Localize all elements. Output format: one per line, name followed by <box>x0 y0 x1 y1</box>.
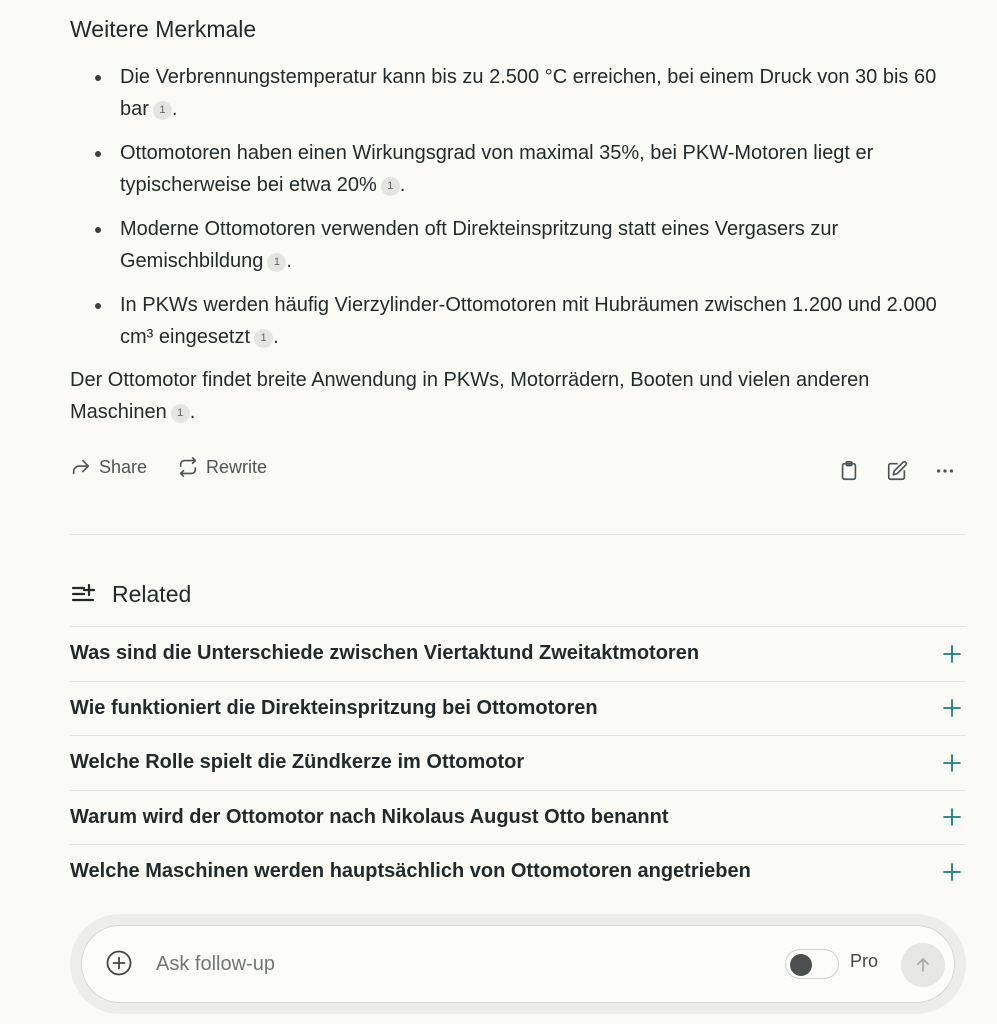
related-item[interactable] <box>70 626 966 681</box>
plus-icon <box>942 644 962 664</box>
composer-container <box>70 914 966 1014</box>
more-button[interactable] <box>932 458 958 484</box>
share-button[interactable] <box>70 456 147 478</box>
pro-toggle[interactable] <box>785 949 839 979</box>
attach-plus-icon[interactable] <box>105 949 133 977</box>
follow-up-input[interactable] <box>156 946 756 982</box>
feature-list <box>70 61 966 365</box>
edit-icon <box>886 460 908 482</box>
related-item[interactable] <box>70 844 966 899</box>
citation-badge[interactable]: 1 <box>254 329 273 348</box>
paragraph-text: Der Ottomotor findet breite Anwendung in PKWs, Motorrädern, Booten und vielen anderen Maschinen <box>70 369 870 423</box>
list-item-end: . <box>171 98 178 120</box>
list-item-end: . <box>273 326 279 348</box>
copy-button[interactable] <box>836 458 862 484</box>
citation-badge[interactable]: 1 <box>153 101 172 120</box>
related-header <box>70 580 191 608</box>
list-item-text: Die Verbrennungstemperatur kann bis zu 2.500 °C erreichen, bei einem Druck von 30 bis 60 bar <box>120 66 937 120</box>
answer-actions <box>70 456 966 486</box>
paragraph-end: . <box>189 401 196 423</box>
plus-icon <box>942 753 962 773</box>
related-question: Wie funktioniert die Direkteinspritzung bei Ottomotoren <box>70 696 598 719</box>
section-heading: Weitere Merkmale <box>70 16 257 42</box>
list-item-text: Moderne Ottomotoren verwenden oft Direkteinspritzung statt eines Vergasers zur Gemischbildung <box>120 218 839 272</box>
arrow-up-icon <box>913 955 933 975</box>
list-item <box>70 137 966 201</box>
citation-badge[interactable]: 1 <box>267 253 286 272</box>
related-item[interactable] <box>70 790 966 845</box>
related-list <box>70 626 966 899</box>
related-item[interactable] <box>70 735 966 790</box>
plus-icon <box>942 862 962 882</box>
related-title: Related <box>112 580 192 607</box>
related-question: Warum wird der Ottomotor nach Nikolaus August Otto benannt <box>70 805 669 828</box>
citation-badge[interactable]: 1 <box>381 177 400 196</box>
list-item <box>70 61 966 125</box>
answer-paragraph <box>70 364 970 428</box>
list-item <box>70 289 966 353</box>
related-question: Welche Maschinen werden hauptsächlich von Ottomotoren angetrieben <box>70 860 751 883</box>
list-item-end: . <box>399 174 406 196</box>
related-question: Welche Rolle spielt die Zündkerze im Ottomotor <box>70 751 525 774</box>
edit-button[interactable] <box>884 458 910 484</box>
more-icon <box>934 460 956 482</box>
rewrite-button[interactable] <box>177 456 267 478</box>
list-item <box>70 213 966 277</box>
composer <box>81 925 955 1003</box>
list-item-end: . <box>286 250 292 272</box>
citation-badge[interactable]: 1 <box>171 404 190 423</box>
list-item-text: In PKWs werden häufig Vierzylinder-Ottomotoren mit Hubräumen zwischen 1.200 und 2.000 cm³ eingesetzt <box>120 294 937 348</box>
divider <box>70 534 966 535</box>
related-icon <box>70 580 98 608</box>
related-item[interactable] <box>70 681 966 736</box>
share-label: Share <box>99 456 148 477</box>
share-icon <box>70 456 92 478</box>
pro-label: Pro <box>850 951 879 971</box>
plus-icon <box>942 698 962 718</box>
send-button[interactable] <box>901 943 945 987</box>
clipboard-icon <box>838 460 860 482</box>
rewrite-icon <box>177 456 199 478</box>
plus-icon <box>942 807 962 827</box>
toggle-knob <box>790 954 812 976</box>
rewrite-label: Rewrite <box>206 456 268 477</box>
list-item-text: Ottomotoren haben einen Wirkungsgrad von maximal 35%, bei PKW-Motoren liegt er typischerweise bei etwa 20% <box>120 142 874 196</box>
related-question: Was sind die Unterschiede zwischen Viertaktund Zweitaktmotoren <box>70 642 700 665</box>
